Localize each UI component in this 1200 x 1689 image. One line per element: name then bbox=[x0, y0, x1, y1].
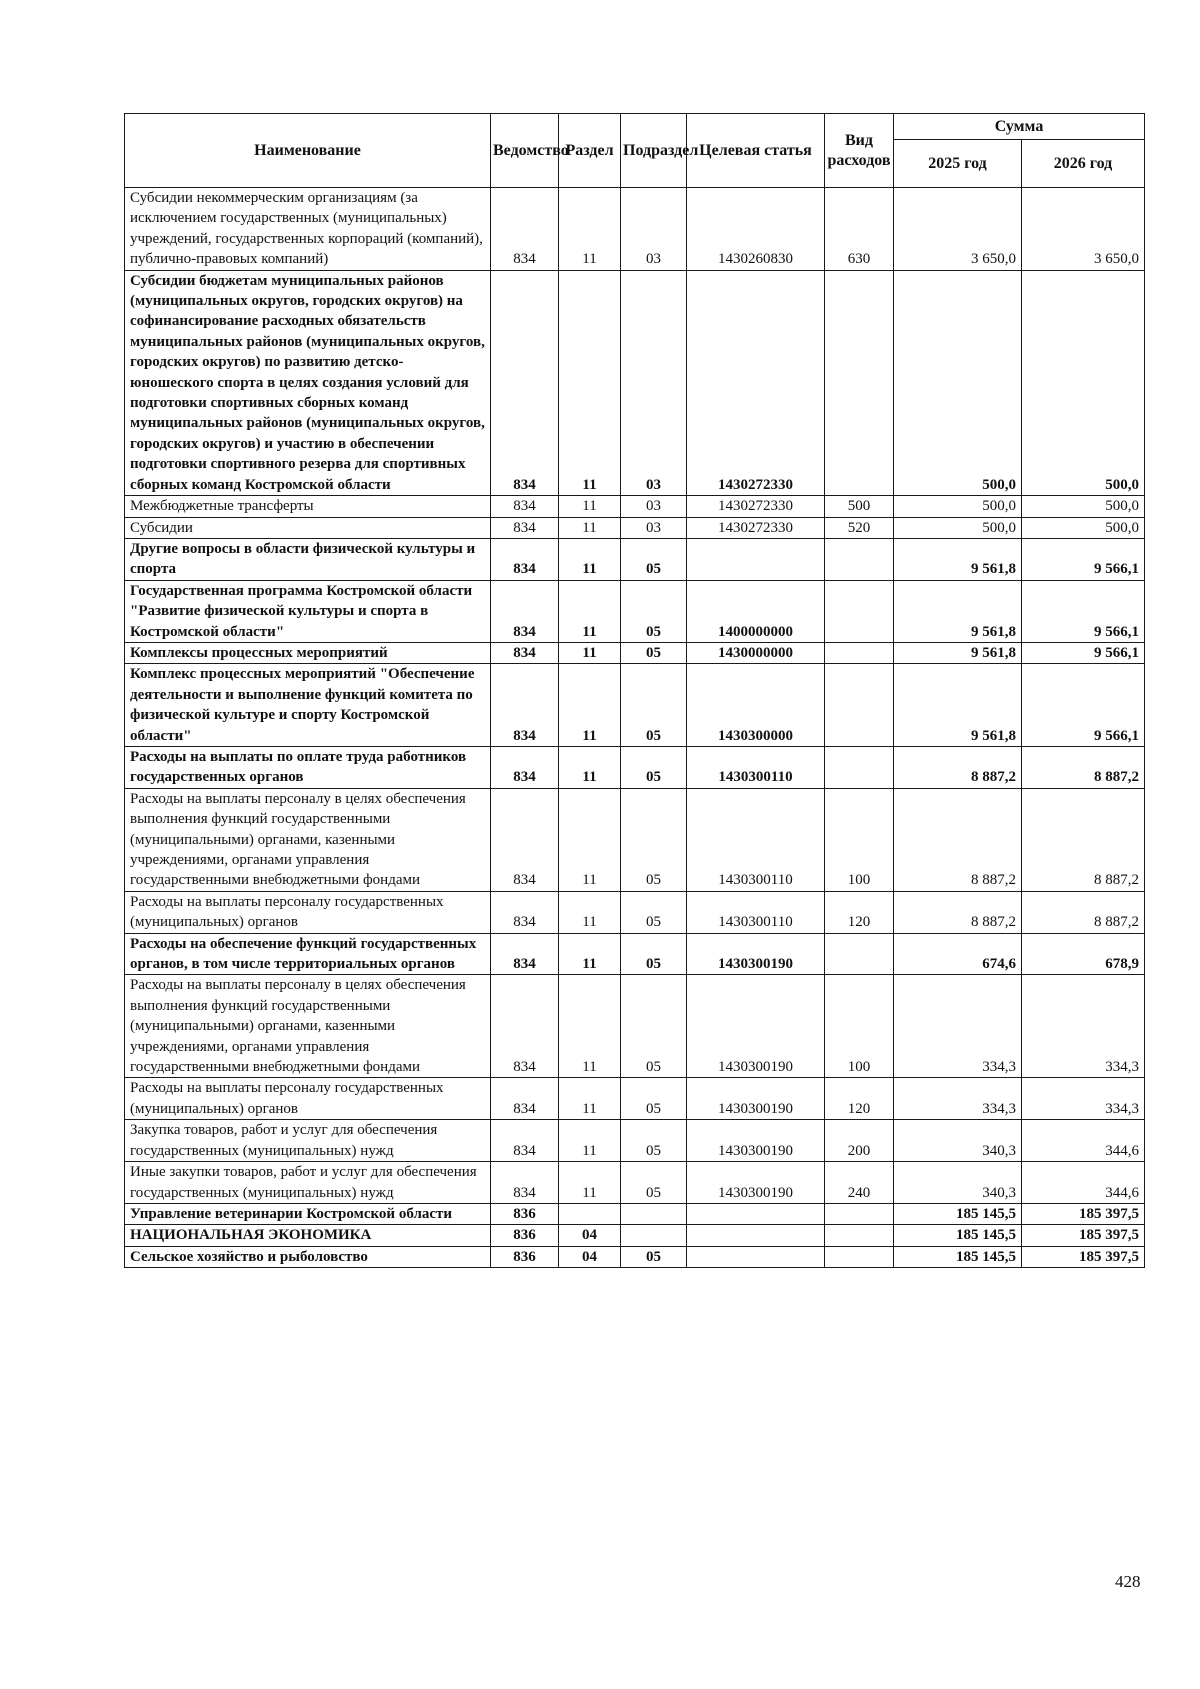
cell-vedomstvo: 834 bbox=[491, 517, 559, 538]
table-row bbox=[125, 270, 1145, 495]
cell-vedomstvo: 834 bbox=[491, 580, 559, 642]
cell-sum-2025: 3 650,0 bbox=[894, 188, 1022, 271]
cell-name: Субсидии бюджетам муниципальных районов (муниципальных округов, городских округов) на софинансирование расходных обязательств муниципальных районов (муниципальных округов, городских округов) по развитию детско-юношеского спорта в целях создания условий для подготовки спортивных сборных команд муниципальных районов (муниципальных округов, городских округов) и участию в обеспечении подготовки спортивного резерва для спортивных сборных команд Костромской области bbox=[125, 270, 491, 495]
cell-name: Субсидии bbox=[125, 517, 491, 538]
cell-sum-2026: 500,0 bbox=[1022, 270, 1145, 495]
cell-podrazdel: 05 bbox=[621, 580, 687, 642]
table-row bbox=[125, 188, 1145, 271]
cell-name: Расходы на выплаты персоналу в целях обеспечения выполнения функций государственными (муниципальными) органами, казенными учреждениями, органами управления государственными внебюджетными фондами bbox=[125, 975, 491, 1078]
table-row bbox=[125, 975, 1145, 1078]
cell-sum-2026: 678,9 bbox=[1022, 933, 1145, 975]
header-name: Наименование bbox=[125, 114, 491, 188]
cell-vid bbox=[825, 1203, 894, 1224]
cell-razdel: 11 bbox=[559, 188, 621, 271]
cell-vid bbox=[825, 664, 894, 747]
cell-sum-2025: 674,6 bbox=[894, 933, 1022, 975]
cell-sum-2025: 9 561,8 bbox=[894, 664, 1022, 747]
cell-target: 1430272330 bbox=[687, 270, 825, 495]
cell-target bbox=[687, 1246, 825, 1267]
cell-vedomstvo: 834 bbox=[491, 1078, 559, 1120]
cell-podrazdel: 03 bbox=[621, 496, 687, 517]
cell-vid: 120 bbox=[825, 891, 894, 933]
cell-target bbox=[687, 538, 825, 580]
cell-podrazdel: 05 bbox=[621, 642, 687, 663]
cell-vid: 100 bbox=[825, 788, 894, 891]
cell-target: 1430300110 bbox=[687, 891, 825, 933]
cell-podrazdel: 05 bbox=[621, 975, 687, 1078]
cell-target: 1430260830 bbox=[687, 188, 825, 271]
cell-podrazdel: 05 bbox=[621, 1120, 687, 1162]
table-row bbox=[125, 891, 1145, 933]
cell-vedomstvo: 834 bbox=[491, 891, 559, 933]
cell-razdel: 11 bbox=[559, 891, 621, 933]
cell-podrazdel: 05 bbox=[621, 788, 687, 891]
cell-name: Государственная программа Костромской области "Развитие физической культуры и спорта в Костромской области" bbox=[125, 580, 491, 642]
cell-sum-2025: 185 145,5 bbox=[894, 1225, 1022, 1246]
cell-name: Другие вопросы в области физической культуры и спорта bbox=[125, 538, 491, 580]
cell-sum-2025: 9 561,8 bbox=[894, 538, 1022, 580]
cell-sum-2025: 9 561,8 bbox=[894, 642, 1022, 663]
cell-razdel bbox=[559, 1203, 621, 1224]
cell-name: Расходы на выплаты по оплате труда работников государственных органов bbox=[125, 746, 491, 788]
cell-vedomstvo: 834 bbox=[491, 1162, 559, 1204]
cell-target: 1430300110 bbox=[687, 788, 825, 891]
cell-vedomstvo: 834 bbox=[491, 270, 559, 495]
cell-vedomstvo: 834 bbox=[491, 496, 559, 517]
cell-sum-2026: 500,0 bbox=[1022, 496, 1145, 517]
cell-vid: 240 bbox=[825, 1162, 894, 1204]
cell-sum-2025: 8 887,2 bbox=[894, 891, 1022, 933]
cell-vid bbox=[825, 933, 894, 975]
cell-sum-2026: 8 887,2 bbox=[1022, 788, 1145, 891]
table-row bbox=[125, 1120, 1145, 1162]
cell-sum-2025: 500,0 bbox=[894, 517, 1022, 538]
table-row bbox=[125, 1203, 1145, 1224]
cell-sum-2025: 500,0 bbox=[894, 270, 1022, 495]
budget-table bbox=[124, 113, 1145, 1268]
cell-podrazdel: 03 bbox=[621, 270, 687, 495]
table-row bbox=[125, 642, 1145, 663]
cell-razdel: 11 bbox=[559, 664, 621, 747]
cell-vid bbox=[825, 642, 894, 663]
cell-razdel: 11 bbox=[559, 933, 621, 975]
cell-vedomstvo: 834 bbox=[491, 642, 559, 663]
cell-razdel: 11 bbox=[559, 496, 621, 517]
cell-target bbox=[687, 1203, 825, 1224]
cell-vid bbox=[825, 580, 894, 642]
cell-target: 1430300190 bbox=[687, 1120, 825, 1162]
cell-podrazdel bbox=[621, 1225, 687, 1246]
cell-sum-2025: 334,3 bbox=[894, 975, 1022, 1078]
cell-vid: 630 bbox=[825, 188, 894, 271]
cell-sum-2026: 334,3 bbox=[1022, 1078, 1145, 1120]
cell-razdel: 11 bbox=[559, 642, 621, 663]
table-header bbox=[125, 114, 1145, 188]
cell-name: Расходы на выплаты персоналу государственных (муниципальных) органов bbox=[125, 891, 491, 933]
cell-podrazdel: 05 bbox=[621, 933, 687, 975]
cell-name: Сельское хозяйство и рыболовство bbox=[125, 1246, 491, 1267]
cell-podrazdel: 05 bbox=[621, 746, 687, 788]
cell-sum-2026: 8 887,2 bbox=[1022, 891, 1145, 933]
cell-name: Комплекс процессных мероприятий "Обеспечение деятельности и выполнение функций комитета по физической культуре и спорту Костромской области" bbox=[125, 664, 491, 747]
table-row bbox=[125, 1162, 1145, 1204]
cell-vid bbox=[825, 538, 894, 580]
cell-podrazdel: 05 bbox=[621, 891, 687, 933]
cell-podrazdel: 05 bbox=[621, 1246, 687, 1267]
cell-vid: 120 bbox=[825, 1078, 894, 1120]
table-row bbox=[125, 1078, 1145, 1120]
cell-razdel: 11 bbox=[559, 1162, 621, 1204]
cell-razdel: 11 bbox=[559, 538, 621, 580]
cell-podrazdel: 05 bbox=[621, 538, 687, 580]
table-row bbox=[125, 664, 1145, 747]
cell-podrazdel: 03 bbox=[621, 188, 687, 271]
cell-target: 1430272330 bbox=[687, 496, 825, 517]
cell-name: Расходы на обеспечение функций государственных органов, в том числе территориальных органов bbox=[125, 933, 491, 975]
cell-sum-2026: 185 397,5 bbox=[1022, 1246, 1145, 1267]
table-row bbox=[125, 933, 1145, 975]
cell-sum-2026: 185 397,5 bbox=[1022, 1225, 1145, 1246]
header-podrazdel: Подраздел bbox=[621, 114, 687, 188]
cell-sum-2026: 9 566,1 bbox=[1022, 664, 1145, 747]
cell-sum-2025: 185 145,5 bbox=[894, 1246, 1022, 1267]
cell-vedomstvo: 836 bbox=[491, 1203, 559, 1224]
cell-razdel: 11 bbox=[559, 746, 621, 788]
cell-name: Межбюджетные трансферты bbox=[125, 496, 491, 517]
cell-razdel: 11 bbox=[559, 975, 621, 1078]
cell-sum-2025: 8 887,2 bbox=[894, 788, 1022, 891]
header-target: Целевая статья bbox=[687, 114, 825, 188]
cell-sum-2026: 334,3 bbox=[1022, 975, 1145, 1078]
header-2026: 2026 год bbox=[1022, 140, 1145, 188]
cell-vedomstvo: 834 bbox=[491, 746, 559, 788]
table-row bbox=[125, 1225, 1145, 1246]
cell-target: 1430300000 bbox=[687, 664, 825, 747]
cell-vedomstvo: 836 bbox=[491, 1246, 559, 1267]
cell-vid: 100 bbox=[825, 975, 894, 1078]
cell-vedomstvo: 834 bbox=[491, 1120, 559, 1162]
cell-razdel: 11 bbox=[559, 1078, 621, 1120]
cell-vedomstvo: 836 bbox=[491, 1225, 559, 1246]
cell-vid bbox=[825, 746, 894, 788]
cell-sum-2026: 344,6 bbox=[1022, 1120, 1145, 1162]
cell-razdel: 11 bbox=[559, 580, 621, 642]
page-number: 428 bbox=[1115, 1572, 1141, 1591]
cell-name: Иные закупки товаров, работ и услуг для обеспечения государственных (муниципальных) нужд bbox=[125, 1162, 491, 1204]
cell-target: 1430272330 bbox=[687, 517, 825, 538]
cell-sum-2026: 9 566,1 bbox=[1022, 580, 1145, 642]
cell-sum-2026: 9 566,1 bbox=[1022, 538, 1145, 580]
cell-vedomstvo: 834 bbox=[491, 538, 559, 580]
cell-sum-2026: 500,0 bbox=[1022, 517, 1145, 538]
cell-podrazdel: 05 bbox=[621, 1078, 687, 1120]
header-vedomstvo: Ведомство bbox=[491, 114, 559, 188]
cell-razdel: 11 bbox=[559, 517, 621, 538]
table-row bbox=[125, 788, 1145, 891]
cell-name: Расходы на выплаты персоналу государственных (муниципальных) органов bbox=[125, 1078, 491, 1120]
header-sum: Сумма bbox=[894, 114, 1145, 140]
table-row bbox=[125, 538, 1145, 580]
cell-sum-2026: 185 397,5 bbox=[1022, 1203, 1145, 1224]
cell-razdel: 11 bbox=[559, 1120, 621, 1162]
cell-name: Закупка товаров, работ и услуг для обеспечения государственных (муниципальных) нужд bbox=[125, 1120, 491, 1162]
cell-target: 1430300110 bbox=[687, 746, 825, 788]
cell-name: Управление ветеринарии Костромской области bbox=[125, 1203, 491, 1224]
table-row bbox=[125, 580, 1145, 642]
cell-razdel: 04 bbox=[559, 1225, 621, 1246]
cell-sum-2025: 185 145,5 bbox=[894, 1203, 1022, 1224]
cell-target bbox=[687, 1225, 825, 1246]
cell-sum-2026: 3 650,0 bbox=[1022, 188, 1145, 271]
cell-target: 1400000000 bbox=[687, 580, 825, 642]
cell-vedomstvo: 834 bbox=[491, 788, 559, 891]
cell-podrazdel: 05 bbox=[621, 664, 687, 747]
cell-sum-2025: 340,3 bbox=[894, 1162, 1022, 1204]
cell-sum-2025: 340,3 bbox=[894, 1120, 1022, 1162]
header-vid: Вид расходов bbox=[825, 114, 894, 188]
cell-vid: 500 bbox=[825, 496, 894, 517]
cell-razdel: 11 bbox=[559, 270, 621, 495]
header-2025: 2025 год bbox=[894, 140, 1022, 188]
cell-sum-2025: 334,3 bbox=[894, 1078, 1022, 1120]
cell-sum-2026: 9 566,1 bbox=[1022, 642, 1145, 663]
cell-vid bbox=[825, 1225, 894, 1246]
cell-target: 1430300190 bbox=[687, 1162, 825, 1204]
cell-sum-2025: 9 561,8 bbox=[894, 580, 1022, 642]
cell-podrazdel: 05 bbox=[621, 1162, 687, 1204]
cell-sum-2026: 8 887,2 bbox=[1022, 746, 1145, 788]
cell-name: Комплексы процессных мероприятий bbox=[125, 642, 491, 663]
cell-name: Субсидии некоммерческим организациям (за исключением государственных (муниципальных) учреждений, государственных корпораций (компаний), публично-правовых компаний) bbox=[125, 188, 491, 271]
cell-vedomstvo: 834 bbox=[491, 933, 559, 975]
table-row bbox=[125, 517, 1145, 538]
table-row bbox=[125, 746, 1145, 788]
cell-vid: 520 bbox=[825, 517, 894, 538]
cell-vedomstvo: 834 bbox=[491, 188, 559, 271]
table-row bbox=[125, 496, 1145, 517]
cell-podrazdel: 03 bbox=[621, 517, 687, 538]
cell-target: 1430300190 bbox=[687, 1078, 825, 1120]
cell-podrazdel bbox=[621, 1203, 687, 1224]
cell-target: 1430300190 bbox=[687, 933, 825, 975]
cell-name: НАЦИОНАЛЬНАЯ ЭКОНОМИКА bbox=[125, 1225, 491, 1246]
cell-vid: 200 bbox=[825, 1120, 894, 1162]
cell-target: 1430300190 bbox=[687, 975, 825, 1078]
cell-name: Расходы на выплаты персоналу в целях обеспечения выполнения функций государственными (муниципальными) органами, казенными учреждениями, органами управления государственными внебюджетными фондами bbox=[125, 788, 491, 891]
cell-vid bbox=[825, 270, 894, 495]
header-razdel: Раздел bbox=[559, 114, 621, 188]
cell-sum-2026: 344,6 bbox=[1022, 1162, 1145, 1204]
cell-sum-2025: 8 887,2 bbox=[894, 746, 1022, 788]
cell-razdel: 11 bbox=[559, 788, 621, 891]
cell-vedomstvo: 834 bbox=[491, 664, 559, 747]
table-row bbox=[125, 1246, 1145, 1267]
cell-vedomstvo: 834 bbox=[491, 975, 559, 1078]
cell-vid bbox=[825, 1246, 894, 1267]
cell-sum-2025: 500,0 bbox=[894, 496, 1022, 517]
cell-razdel: 04 bbox=[559, 1246, 621, 1267]
cell-target: 1430000000 bbox=[687, 642, 825, 663]
table-body bbox=[125, 188, 1145, 1268]
